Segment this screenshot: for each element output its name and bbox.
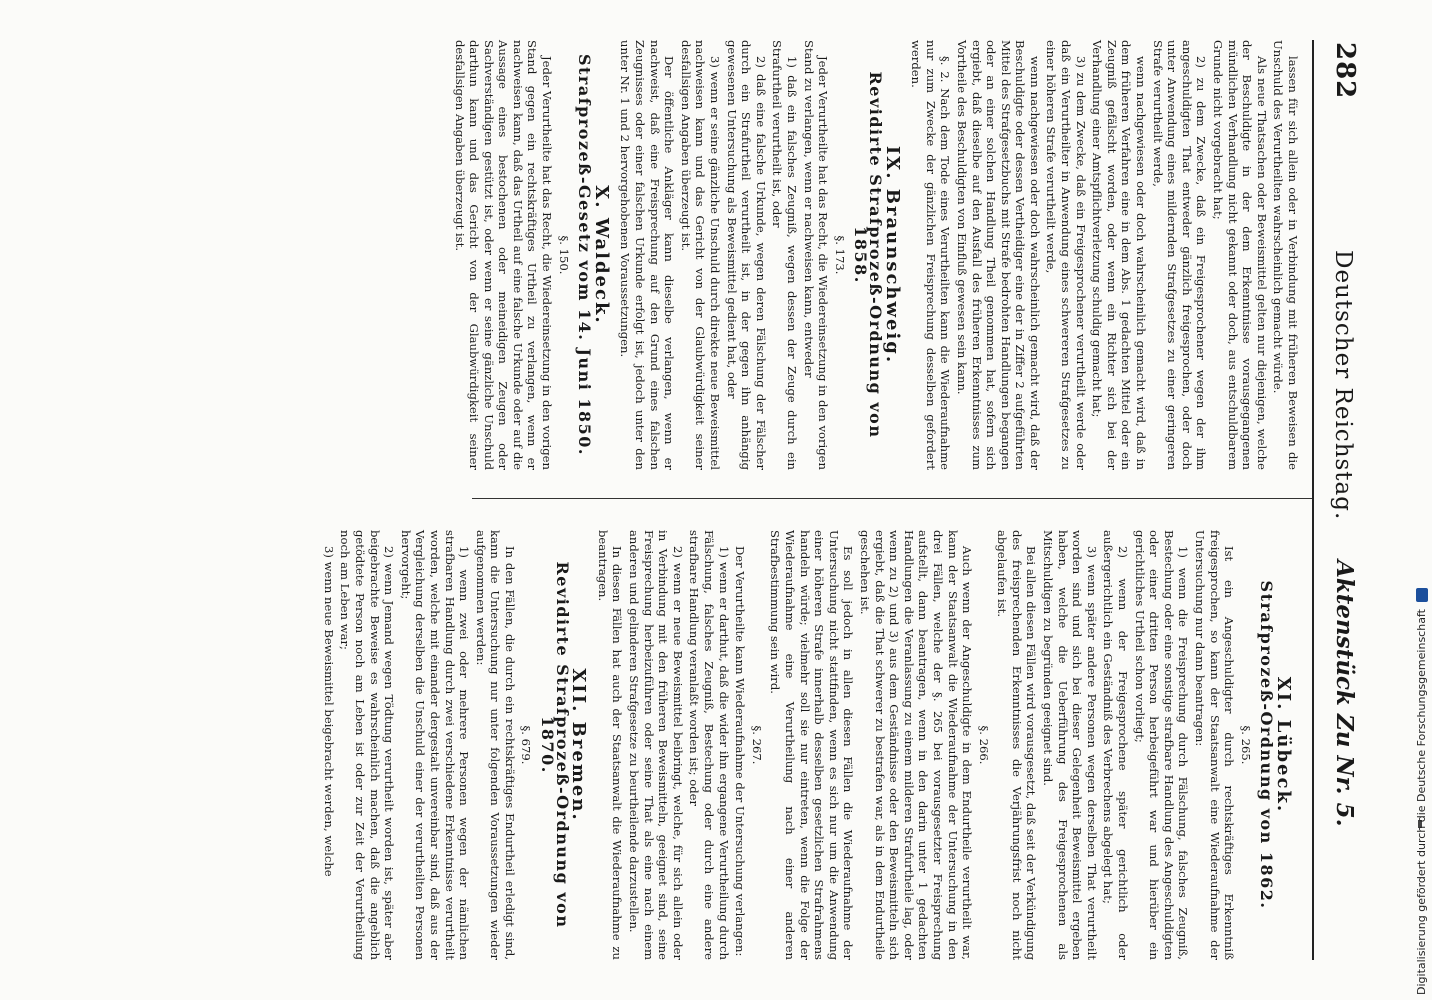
section-xii-paragraph: 3) wenn neue Beweismittel beigebracht werden, welche — [321, 546, 336, 877]
attachment-title: Aktenstück Zu Nr. 5. — [1331, 560, 1358, 827]
section-xi-paragraph: Ist ein Angeschuldigter durch rechtskräftiges Erkenntniß freigesprochen, so kann der Staatsanwalt eine Wiederaufnahme der Untersuchung nur dann beantragen: — [1193, 530, 1237, 960]
section-ix-paragraph: Der öffentliche Ankläger kann dieselbe verlangen, wenn er nachweist, daß eine Freisprechung auf den Grund eines falschen Zeugnisses oder einer falschen Urkunde erfolgt ist, jedoch unter den unter Nr. 1 und 2 hervorgehobenen Voraussetzungen. — [618, 40, 677, 470]
section-xi-paragraph: 1) wenn die Freisprechung durch Fälschung, falsches Zeugniß, Bestechung oder eine sonstige strafbare Handlung des Angeschuldigten oder einer dritten Person herbeigeführt war und hierüber ein gerichtliches Urtheil schon vorliegt; — [1132, 530, 1191, 960]
paragraph-label: §. 265. — [1238, 725, 1253, 765]
section-xi-heading: Strafprozeß-Ordnung von 1862. — [1257, 580, 1277, 910]
section-ix-number — [881, 40, 903, 470]
section-x-heading: Strafprozeß-Gesetz vom 14. Juni 1850. — [575, 53, 595, 456]
paragraph-label: §. 150. — [556, 235, 571, 275]
section-xi-paragraph: In diesen Fällen hat auch der Staatsanwalt die Wiederaufnahme zu beantragen. — [595, 530, 625, 960]
intro-paragraph: wenn nachgewiesen oder doch wahrscheinlich gemacht wird, daß der Beschuldigte oder dessen Vertheidiger eine der in Ziffer 2 aufgeführten Mittel des Strafgesetzbuchs mit Strafe bedrohten Handlungen begangen oder an einer solchen Handlung Theil genommen hat, sofern sich ergiebt, daß dieselbe auf den Ausfall des früheren Erkenntnisses zum Vortheile des Beschuldigten von Einfluß gewesen sein kann. — [954, 40, 1042, 470]
section-number: XII. — [568, 668, 590, 714]
section-ix-paragraph: 1) daß ein falsches Zeugniß, wegen dessen der Zeuge durch ein Strafurtheil verurtheilt ist, oder — [770, 40, 799, 470]
section-xii-number — [568, 530, 590, 960]
intro-paragraph: §. 2. Nach dem Tode eines Verurtheilten kann die Wiederaufnahme nur zum Zwecke der gänzlichen Freisprechung desselben gefordert werden. — [909, 40, 953, 470]
dfg-logo-icon — [1416, 588, 1428, 602]
column-divider — [472, 498, 1312, 499]
section-state: Lübeck. — [1273, 719, 1294, 814]
intro-paragraph: lassen für sich allein oder in Verbindung mit früheren Beweisen die Unschuld des Verurtheilten wahrscheinlich gemacht würde. — [1271, 40, 1300, 470]
paragraph-label: §. 266. — [976, 725, 991, 765]
section-state: Bremen. — [568, 721, 590, 822]
section-xi-paragraph: Es soll jedoch in allen diesen Fällen die Wiederaufnahme der Untersuchung nicht stattfinden, wenn es sich nur um die Anwendung einer höheren Strafe innerhalb desselben gesetzlichen Strafrahmens handeln würde; vielmehr soll sie nur eintreten, wenn die Folge der Wiederaufnahme eine Verurtheilung nach einer anderen Strafbestimmung sein wird. — [768, 530, 856, 960]
paragraph-label: §. 267. — [749, 725, 764, 765]
section-xi-paragraph: 2) wenn der Freigesprochene später gerichtlich oder außergerichtlich ein Geständniß des Verbrechens abgelegt hat; — [1101, 530, 1131, 960]
right-column — [319, 530, 1300, 960]
section-ix-paragraph: Jeder Verurtheilte hat das Recht, die Wiedereinsetzung in den vorigen Stand zu verlangen, wenn er nachweisen kann, entweder — [801, 40, 831, 470]
section-ix-paragraph: 3) wenn er seine gänzliche Unschuld durch direkte neue Beweismittel nachweisen kann und das Gericht von der Glaubwürdigkeit seiner desfallsigen Angaben überzeugt ist. — [678, 40, 723, 470]
header-rule — [1312, 40, 1314, 960]
section-state: Braunschweig. — [881, 188, 903, 365]
section-xi-paragraph: Auch wenn der Angeschuldigte in dem Endurtheile verurtheilt war, kann der Staatsanwalt die Wiederaufnahme der Untersuchung in den drei Fällen, welche der §. 265 bei vorausgesetzter Freisprechung aufstellt, dann beantragen, wenn in den darin unter 1 gedachten Handlungen die Veranlassung zu einem milderen Strafurtheile lag, oder wenn zu 2) und 3) aus dem Geständnisse oder den Beweismitteln sich ergiebt, daß die That schwerer zu bestrafen war, als in dem Endurtheile geschehen ist. — [857, 530, 975, 960]
section-x-number — [590, 40, 612, 470]
intro-paragraph: 2) zu dem Zwecke, daß ein Freigesprochener wegen der ihm angeschuldigten That entweder gänzlich freigesprochen, oder doch unter Anwendung eines mildernden Strafgesetzes zu einer geringeren Strafe verurtheilt werde, — [1150, 40, 1209, 470]
section-ix-heading: Revidirte Strafprozeß-Ordnung von 1858. — [851, 71, 885, 439]
section-xi-paragraph: 3) wenn später andere Personen wegen derselben That verurtheilt worden sind und sich bei dieser Gelegenheit Beweismittel ergeben haben, welche die Ueberführung des Freigesprochenen als Mitschuldigen zu begründen geeignet sind. — [1041, 530, 1099, 960]
section-xii-paragraph: 2) wenn Jemand wegen Tödtung verurtheilt worden ist, später aber beigebrachte Beweise es wahrscheinlich machen, daß die angeblich getödtete Person noch am Leben ist oder zur Zeit der Verurtheilung noch am Leben war; — [338, 530, 397, 960]
section-x-paragraph: Jeder Verurtheilte hat das Recht, die Wiedereinsetzung in den vorigen Stand gegen ein rechtskräftiges Urtheil zu verlangen, wenn er nachweisen kann, daß das Urtheil auf eine falsche Urkunde oder auf die Aussage eines bestochenen oder meineidigen Zeugen oder Sachverständigen gestützt ist, oder wenn er seine gänzliche Unschuld darthun kann und das Gericht von der Glaubwürdigkeit seiner desfallsigen Angaben überzeugt ist. — [452, 40, 555, 470]
section-xi-paragraph: 2) wenn er neue Beweismittel beibringt, welche, für sich allein oder in Verbindung mit den früheren Beweismitteln, geeignet sind, seine Freisprechung herbeizuführen oder seine That als eine nach einem anderen und gelinderen Strafgesetze zu beurtheilende darzustellen. — [627, 530, 685, 960]
section-xii-paragraph: 1) wenn zwei oder mehrere Personen wegen der nämlichen strafbaren Handlung durch zwei verschiedene Erkenntnisse verurtheilt worden, welche mit einander dergestalt unvereinbar sind, daß aus der Vergleichung derselben die Unschuld einer der verurtheilten Personen hervorgeht; — [398, 530, 472, 960]
section-xi-number — [1273, 530, 1294, 960]
digitization-text: Digitalisierung gefördert durch die Deutsche Forschungsgemeinschaft — [1415, 609, 1428, 995]
intro-paragraph: 3) zu dem Zwecke, daß ein Freigesprochener verurtheilt werde oder daß ein Verurtheilter in Anwendung eines schwereren Strafgesetzes zu einer höheren Strafe verurtheilt werde, — [1044, 40, 1088, 470]
section-xi-paragraph: Der Verurtheilte kann Wiederaufnahme der Untersuchung verlangen: — [733, 546, 748, 957]
section-xii-paragraph: In den Fällen, die durch ein rechtskräftiges Endurtheil erledigt sind, kann die Untersuchung nur unter folgenden Voraussetzungen wieder aufgenommen werden: — [473, 530, 517, 960]
section-state: Waldeck. — [590, 217, 612, 325]
section-number: X. — [590, 185, 612, 210]
section-xi-paragraph: Bei allen diesen Fällen wird vorausgesetzt, daß seit der Verkündigung des freisprechenden Erkenntnisses die Verjährungsfrist noch nicht abgelaufen ist. — [995, 530, 1039, 960]
digitization-note — [1415, 588, 1428, 995]
section-number: XI. — [1273, 676, 1294, 712]
section-ix-paragraph: 2) daß eine falsche Urkunde, wegen deren Fälschung der Fälscher durch ein Strafurtheil verurtheilt ist, in der gegen ihn anhängig gewesenen Untersuchung als Beweismittel gedient hat, oder — [724, 40, 768, 470]
section-xii-heading: Revidirte Strafprozeß-Ordnung von 1870. — [538, 561, 572, 929]
section-number: IX. — [881, 145, 903, 181]
intro-paragraph: Als neue Thatsachen oder Beweismittel gelten nur diejenigen, welche der Beschuldigte in der dem Erkenntnisse vorausgegangenen mündlichen Verhandlung nicht gekannt oder doch, aus entschuldbarem Grunde nicht vorgebracht hat; — [1211, 40, 1269, 470]
paragraph-label: §. 679. — [519, 725, 534, 765]
page-number: 282 — [1330, 42, 1360, 100]
left-column — [450, 40, 1300, 470]
intro-paragraph: wenn nachgewiesen oder doch wahrscheinlich gemacht wird, daß in dem früheren Verfahren eine in dem Abs. 1 gedachten Mittel oder ein Zeugniß gefälscht worden, oder wenn ein Richter sich bei der Verhandlung einer Amtspflichtverletzung schuldig gemacht hat; — [1090, 40, 1149, 470]
section-xi-paragraph: 1) wenn er darthut, daß die wider ihn ergangene Verurtheilung durch Fälschung, falsches Zeugniß, Bestechung oder durch eine andere strafbare Handlung veranlaßt worden ist; oder — [687, 530, 731, 960]
journal-title: Deutscher Reichstag. — [1330, 250, 1356, 521]
paragraph-label: §. 173. — [832, 235, 847, 275]
